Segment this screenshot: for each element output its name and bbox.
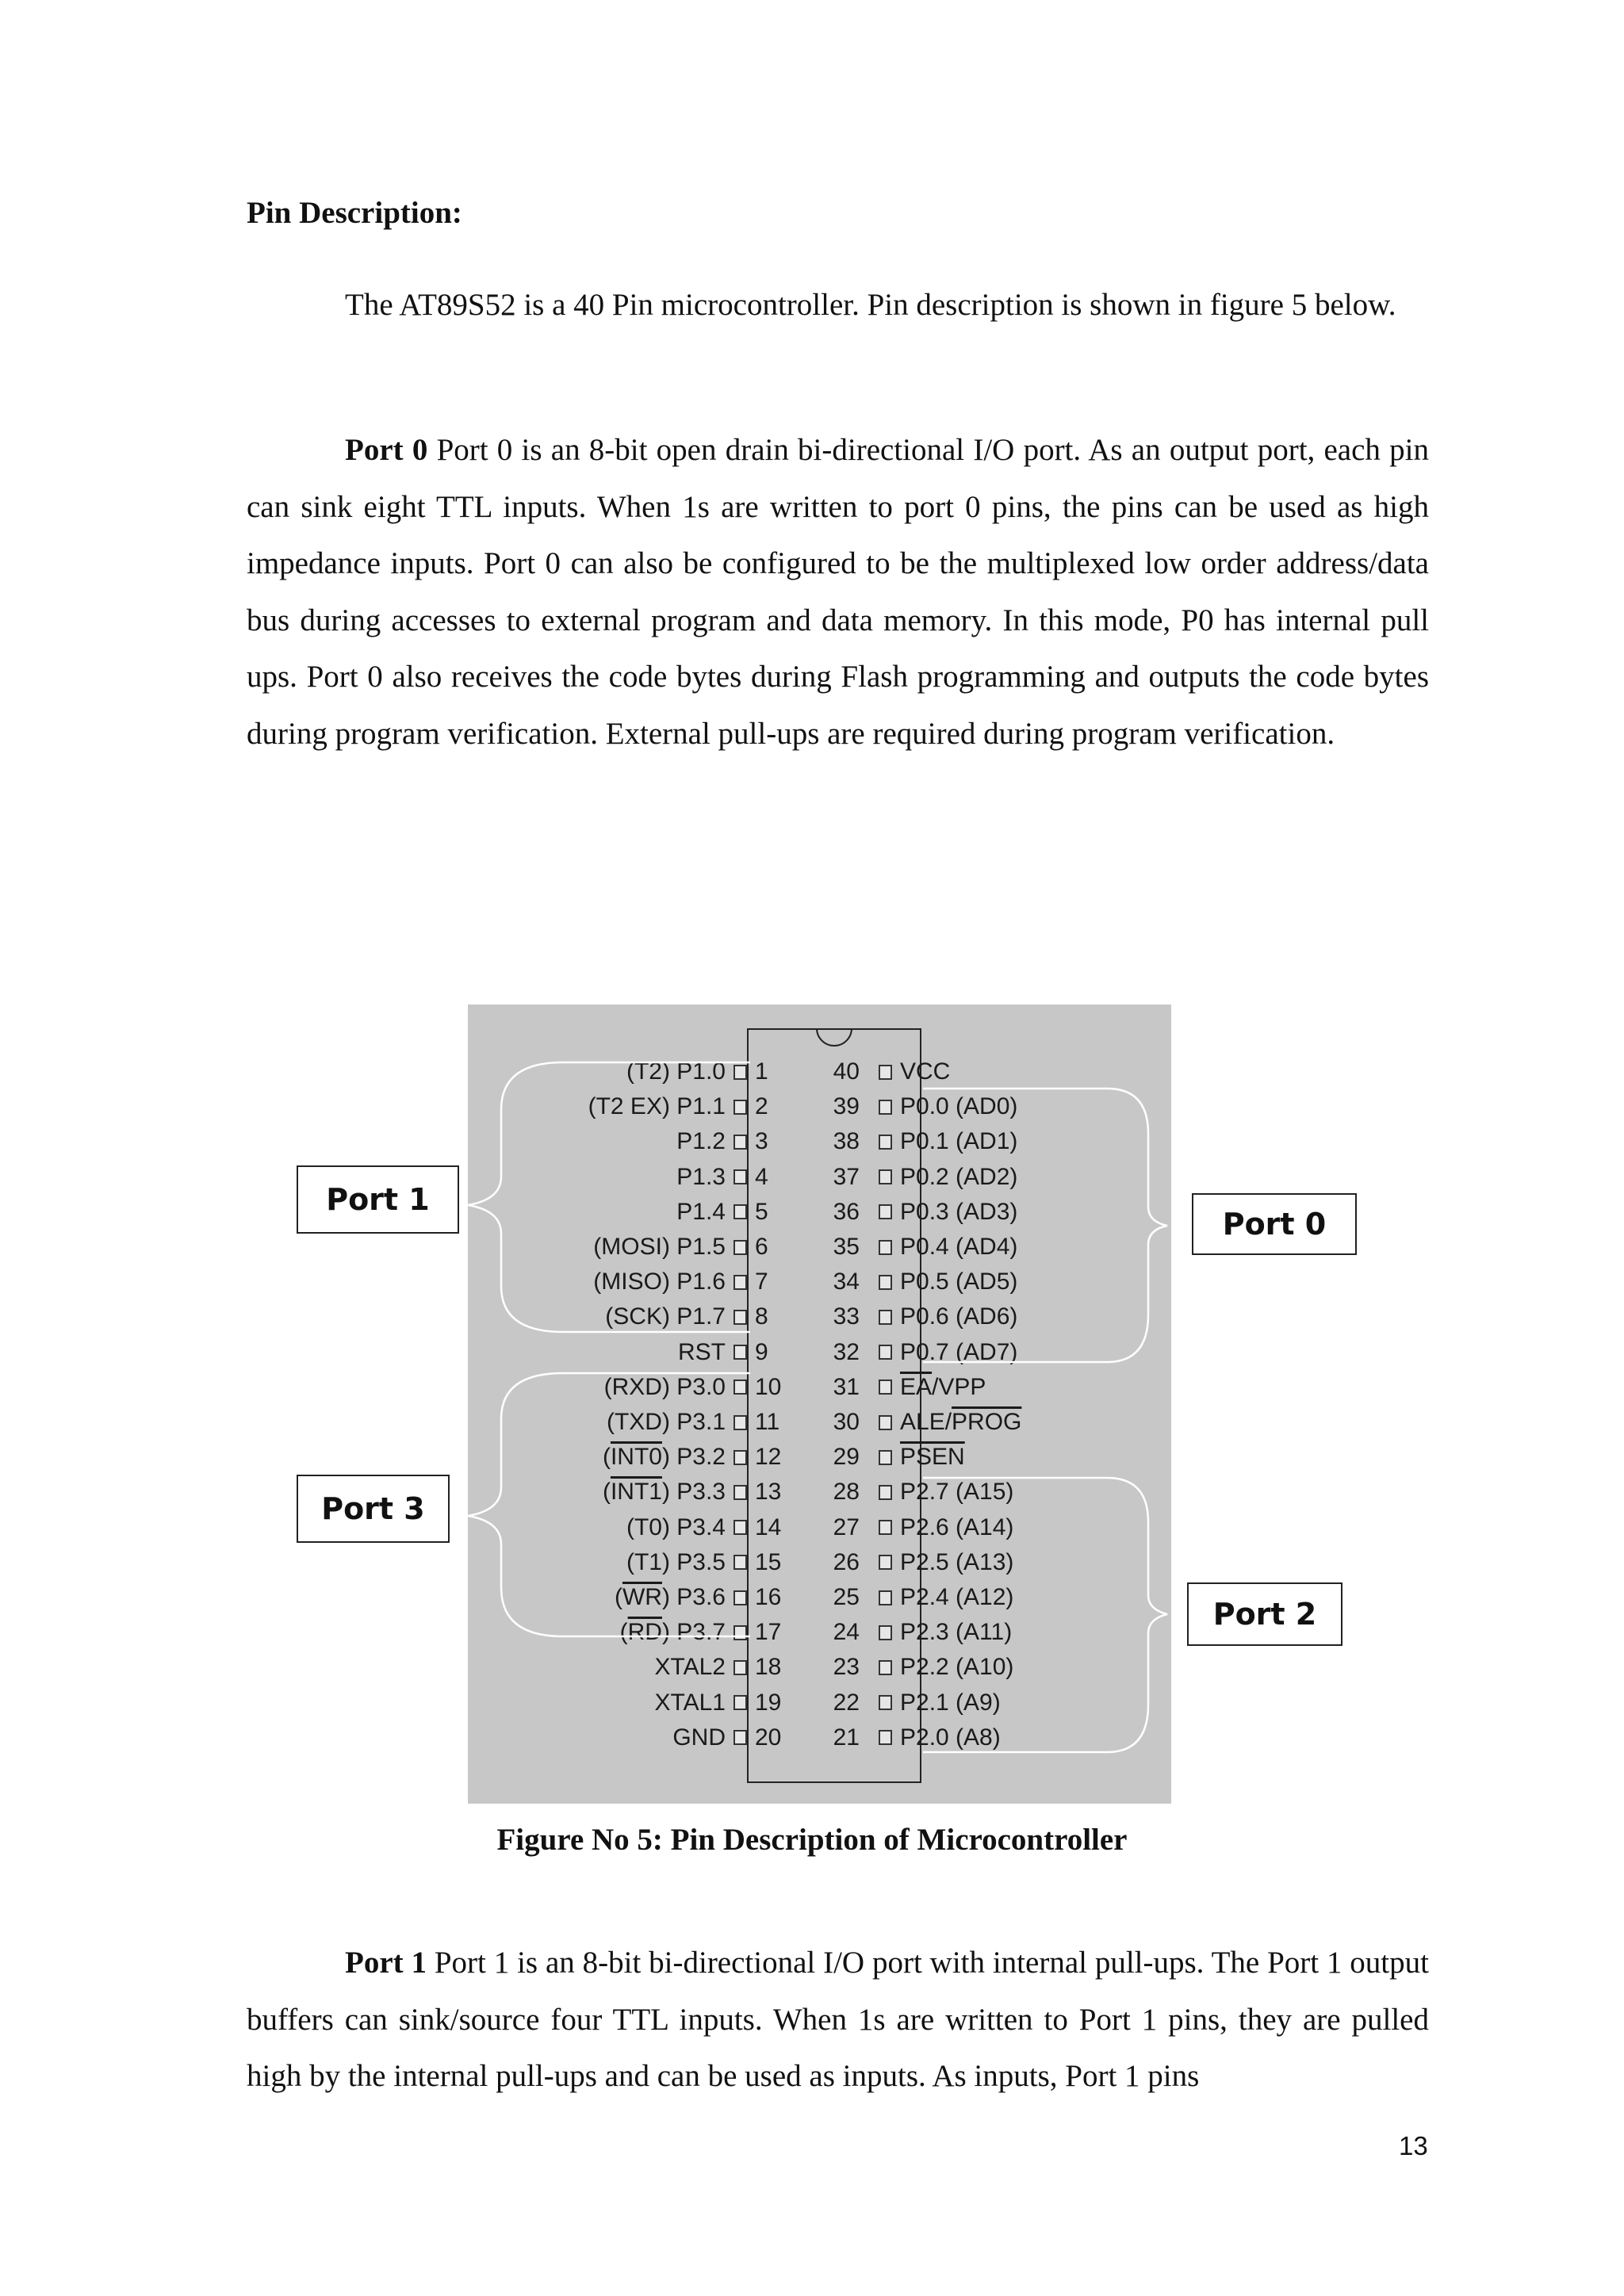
- pin-number: 27: [833, 1513, 860, 1540]
- pin-label: (INT1) P3.3: [602, 1479, 726, 1506]
- pin-number: 10: [755, 1373, 782, 1400]
- page-number: 13: [1399, 2131, 1428, 2160]
- port0-body: Port 0 is an 8-bit open drain bi-directional I/O port. As an output port, each pin can sink eight TTL inputs. When 1s are written to port 0 pins, the pins can be used as high impedance inputs. Port 0 can also be configured to be the multiplexed low order address/data bus during accesses to external program and data memory. In this mode, P0 has internal pull ups. Port 0 also receives the code bytes during Flash programming and outputs the code bytes during program verification. External pull-ups are required during program verification.: [247, 433, 1429, 751]
- port1-paragraph: [247, 1934, 1429, 2105]
- pin-number: 25: [833, 1584, 860, 1610]
- port1-bracket: [468, 1062, 750, 1332]
- pin-label: (T2) P1.0: [626, 1058, 726, 1085]
- port1-body: Port 1 is an 8-bit bi-directional I/O port with internal pull-ups. The Port 1 output buffers can sink/source four TTL inputs. When 1s are written to Port 1 pins, they are pulled high by the internal pull-ups and can be used as inputs. As inputs, Port 1 pins: [247, 1946, 1429, 2093]
- port1-lead: Port 1: [345, 1946, 427, 1980]
- pin-number: 23: [833, 1654, 860, 1681]
- pin-number: 33: [833, 1303, 860, 1330]
- pin-label: (T1) P3.5: [626, 1548, 726, 1575]
- pin-number: 2: [755, 1093, 768, 1120]
- pin-label: P0.7 (AD7): [900, 1338, 1018, 1365]
- section-heading: Pin Description:: [247, 196, 462, 230]
- pin-label: P1.3: [676, 1163, 726, 1190]
- pin-number: 32: [833, 1338, 860, 1365]
- pin-number: 40: [833, 1058, 860, 1085]
- pin-number: 26: [833, 1548, 860, 1575]
- pin-number: 31: [833, 1373, 860, 1400]
- pin-number: 29: [833, 1444, 860, 1471]
- pin-number: 9: [755, 1338, 768, 1365]
- pin-label: P0.0 (AD0): [900, 1093, 1018, 1120]
- pin-number: 16: [755, 1584, 782, 1610]
- pin-number: 19: [755, 1689, 782, 1716]
- port3-bracket: [468, 1373, 750, 1636]
- pin-label: RST: [678, 1338, 726, 1365]
- pin-number: 8: [755, 1303, 768, 1330]
- pin-label: (TXD) P3.1: [606, 1409, 726, 1435]
- pin-label: (MISO) P1.6: [593, 1269, 726, 1295]
- pin-label: (INT0) P3.2: [602, 1444, 726, 1471]
- port3-label: Port 3: [297, 1475, 450, 1543]
- pin-number: 17: [755, 1619, 782, 1646]
- pin-label: (T2 EX) P1.1: [588, 1093, 726, 1120]
- pin-number: 12: [755, 1444, 782, 1471]
- pin-number: 39: [833, 1093, 860, 1120]
- pin-number: 5: [755, 1198, 768, 1225]
- pin-label: VCC: [900, 1058, 951, 1085]
- port2-label: Port 2: [1187, 1582, 1342, 1646]
- pin-label: (SCK) P1.7: [605, 1303, 726, 1330]
- pin-number: 37: [833, 1163, 860, 1190]
- pin-number: 24: [833, 1619, 860, 1646]
- figure-caption: Figure No 5: Pin Description of Microcontroller: [496, 1823, 1128, 1857]
- pin-number: 35: [833, 1234, 860, 1260]
- pin-number: 1: [755, 1058, 768, 1085]
- pin-label: P0.1 (AD1): [900, 1128, 1018, 1155]
- pin-label: $(\overline{WR})$ P3.6: [614, 1584, 726, 1610]
- pin-label: XTAL1: [654, 1689, 726, 1716]
- pin-label: ALE/PROG: [900, 1409, 1022, 1435]
- pin-label: P2.7 (A15): [900, 1479, 1014, 1506]
- pin-label: P2.0 (A8): [900, 1724, 1001, 1751]
- pin-label: P2.3 (A11): [900, 1619, 1013, 1646]
- pin-number: 6: [755, 1234, 768, 1260]
- pin-label: P0.5 (AD5): [900, 1269, 1018, 1295]
- pin-number: 38: [833, 1128, 860, 1155]
- pin-label: P0.2 (AD2): [900, 1163, 1018, 1190]
- port0-bracket: [923, 1089, 1167, 1362]
- pin-number: 15: [755, 1548, 782, 1575]
- pin-label: P0.4 (AD4): [900, 1234, 1018, 1260]
- pin-number: 3: [755, 1128, 768, 1155]
- pin-number: 22: [833, 1689, 860, 1716]
- pin-label: P2.6 (A14): [900, 1513, 1014, 1540]
- pin-number: 7: [755, 1269, 768, 1295]
- port0-label: Port 0: [1192, 1193, 1357, 1255]
- port1-label: Port 1: [297, 1165, 459, 1234]
- pin-label: P1.2: [676, 1128, 726, 1155]
- pin-label: GND: [672, 1724, 726, 1751]
- pin-number: 20: [755, 1724, 782, 1751]
- pin-number: 14: [755, 1513, 782, 1540]
- pin-label: P2.5 (A13): [900, 1548, 1014, 1575]
- pin-number: 13: [755, 1479, 782, 1506]
- intro-paragraph: The AT89S52 is a 40 Pin microcontroller. Pin description is shown in figure 5 below.: [345, 288, 1396, 322]
- pin-label: P2.2 (A10): [900, 1654, 1014, 1681]
- pin-number: 4: [755, 1163, 768, 1190]
- pin-label: (T0) P3.4: [626, 1513, 726, 1540]
- pin-number: 36: [833, 1198, 860, 1225]
- pin-number: 30: [833, 1409, 860, 1435]
- pin-number: 28: [833, 1479, 860, 1506]
- pin-label: XTAL2: [654, 1654, 726, 1681]
- pin-label: PSEN: [900, 1444, 965, 1471]
- pin-label: P0.6 (AD6): [900, 1303, 1018, 1330]
- pin-label: (RXD) P3.0: [603, 1373, 726, 1400]
- pin-number: 34: [833, 1269, 860, 1295]
- pin-number: 21: [833, 1724, 860, 1751]
- pin-label: P2.4 (A12): [900, 1584, 1014, 1610]
- pin-label: P2.1 (A9): [900, 1689, 1001, 1716]
- pin-label: $(\overline{RD})$ P3.7: [619, 1619, 726, 1646]
- pin-label: (MOSI) P1.5: [593, 1234, 726, 1260]
- port0-lead: Port 0: [345, 433, 428, 467]
- pin-number: 11: [755, 1409, 780, 1435]
- pin-number: 18: [755, 1654, 782, 1681]
- pin-label: P0.3 (AD3): [900, 1198, 1018, 1225]
- port2-bracket: [923, 1478, 1167, 1752]
- pin-label: $\overline{EA}$/VPP: [900, 1373, 986, 1400]
- pin-label: P1.4: [676, 1198, 726, 1225]
